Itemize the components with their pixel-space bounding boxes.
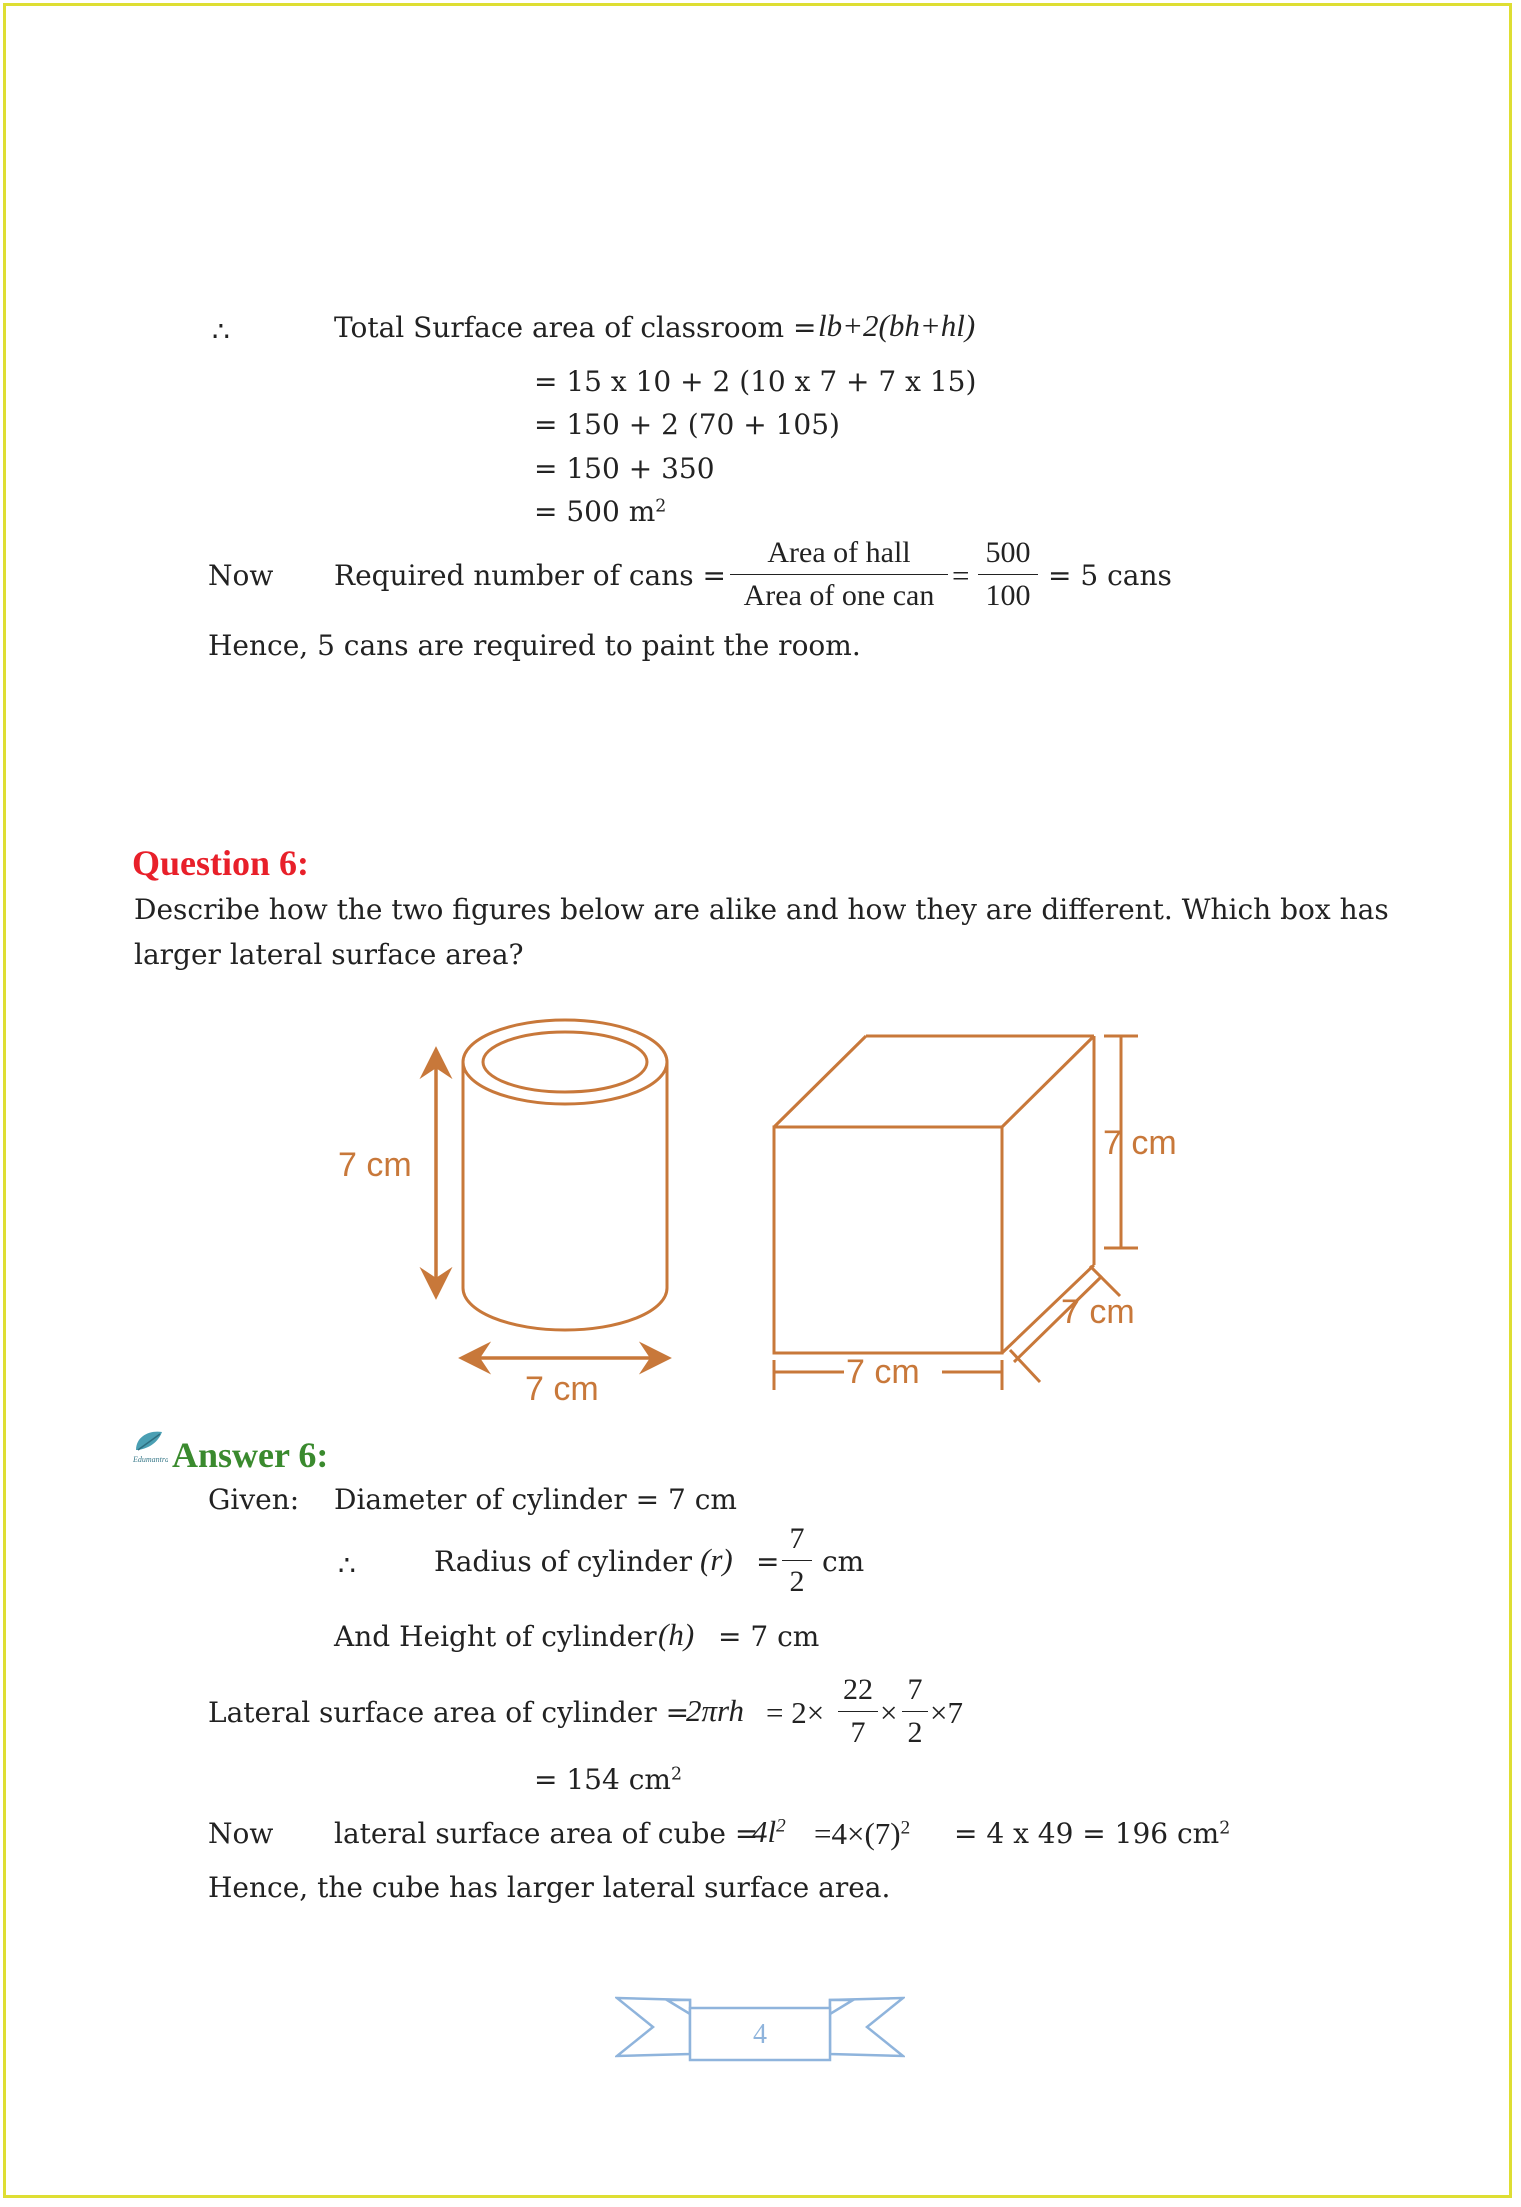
question6-text-line1: Describe how the two figures below are alike and how they are different. Which box has (134, 893, 1389, 926)
given-label: Given: (208, 1483, 300, 1516)
lsa-equals: = 2× (766, 1695, 825, 1730)
tsa-formula: lb+2(bh+hl) (818, 308, 976, 343)
cylinder-diameter-label: 7 cm (525, 1370, 599, 1408)
cube-result: = 4 x 49 = 196 $cm^2$ (954, 1817, 1231, 1850)
lsa-fraction-7-2 (902, 1673, 928, 1750)
height-label: And Height of cylinder (334, 1620, 657, 1653)
therefore-symbol: ∴ (212, 315, 230, 348)
question6-text-line2: larger lateral surface area? (134, 938, 524, 971)
cube-height-label: 7 cm (1103, 1124, 1177, 1162)
cylinder-diameter-arrow (462, 1346, 668, 1370)
now-label: Now (208, 559, 274, 592)
cube-shape (774, 1036, 1094, 1353)
svg-text:Edumantra: Edumantra (133, 1455, 168, 1464)
cube-depth-label: 7 cm (1061, 1293, 1135, 1331)
edumantra-logo (132, 1428, 168, 1464)
lsa-formula: 2πrh (686, 1693, 745, 1728)
radius-unit: cm (822, 1545, 865, 1578)
tsa-label: Total Surface area of classroom = (334, 311, 817, 344)
tsa-step-1: = 15 x 10 + 2 (10 x 7 + 7 x 15) (534, 365, 977, 398)
area-fraction (730, 536, 948, 613)
solution5-conclusion: Hence, 5 cans are required to paint the room. (208, 629, 861, 662)
number-fraction (978, 536, 1038, 613)
tsa-final-step: = 500 $m^2$ (534, 495, 667, 528)
cylinder-height-arrow (424, 1050, 448, 1296)
lsa-label: Lateral surface area of cylinder = (208, 1696, 690, 1729)
cube-width-label: 7 cm (846, 1353, 920, 1391)
area-fraction-denominator: Area of one can (743, 578, 935, 612)
radius-label: Radius of cylinder (434, 1545, 693, 1578)
cans-label: Required number of cans = (334, 559, 726, 592)
radius-denominator: 2 (789, 1564, 805, 1598)
cylinder-shape (463, 1020, 667, 1330)
lsa-fraction-7-2-denominator: 2 (907, 1715, 923, 1749)
cylinder-height-label: 7 cm (338, 1146, 412, 1184)
lsa-fraction-22-7 (838, 1673, 878, 1750)
page-number-ribbon (615, 1990, 905, 2070)
leaf-icon (132, 1428, 168, 1464)
lsa-times-2: ×7 (930, 1695, 963, 1730)
cylinder-cube-figure (320, 1010, 1220, 1410)
answer6-heading: Answer 6: (172, 1435, 329, 1475)
height-value: = 7 cm (718, 1620, 820, 1653)
radius-therefore: ∴ (338, 1549, 356, 1582)
lsa-fraction-22-7-numerator: 22 (843, 1673, 873, 1706)
number-fraction-denominator: 100 (985, 578, 1031, 612)
cube-formula: $4l^2$ (752, 1814, 786, 1849)
lsa-fraction-22-7-denominator: 7 (850, 1715, 866, 1749)
area-fraction-numerator: Area of hall (767, 536, 911, 569)
fraction-equals: = (952, 558, 970, 593)
lsa-result: = 154 $cm^2$ (534, 1763, 682, 1796)
lsa-times-1: × (880, 1695, 898, 1730)
tsa-step-3: = 150 + 350 (534, 452, 715, 485)
radius-symbol: (r) (700, 1542, 733, 1577)
question6-heading: Question 6: (132, 843, 310, 883)
diameter-line: Diameter of cylinder = 7 cm (334, 1483, 737, 1516)
radius-fraction (782, 1522, 812, 1599)
radius-equals: = (756, 1545, 780, 1578)
cans-result: = 5 cans (1048, 559, 1172, 592)
number-fraction-numerator: 500 (985, 536, 1031, 569)
height-symbol: (h) (658, 1617, 695, 1652)
radius-numerator: 7 (789, 1522, 805, 1555)
tsa-step-2: = 150 + 2 (70 + 105) (534, 408, 840, 441)
page-number: 4 (753, 2019, 767, 2050)
cube-lsa-label: lateral surface area of cube = (334, 1817, 759, 1850)
answer6-conclusion: Hence, the cube has larger lateral surface area. (208, 1871, 891, 1904)
cube-equation: $=4\times(7)^2$ (814, 1816, 911, 1851)
lsa-fraction-7-2-numerator: 7 (907, 1673, 923, 1706)
now-label-2: Now (208, 1817, 274, 1850)
